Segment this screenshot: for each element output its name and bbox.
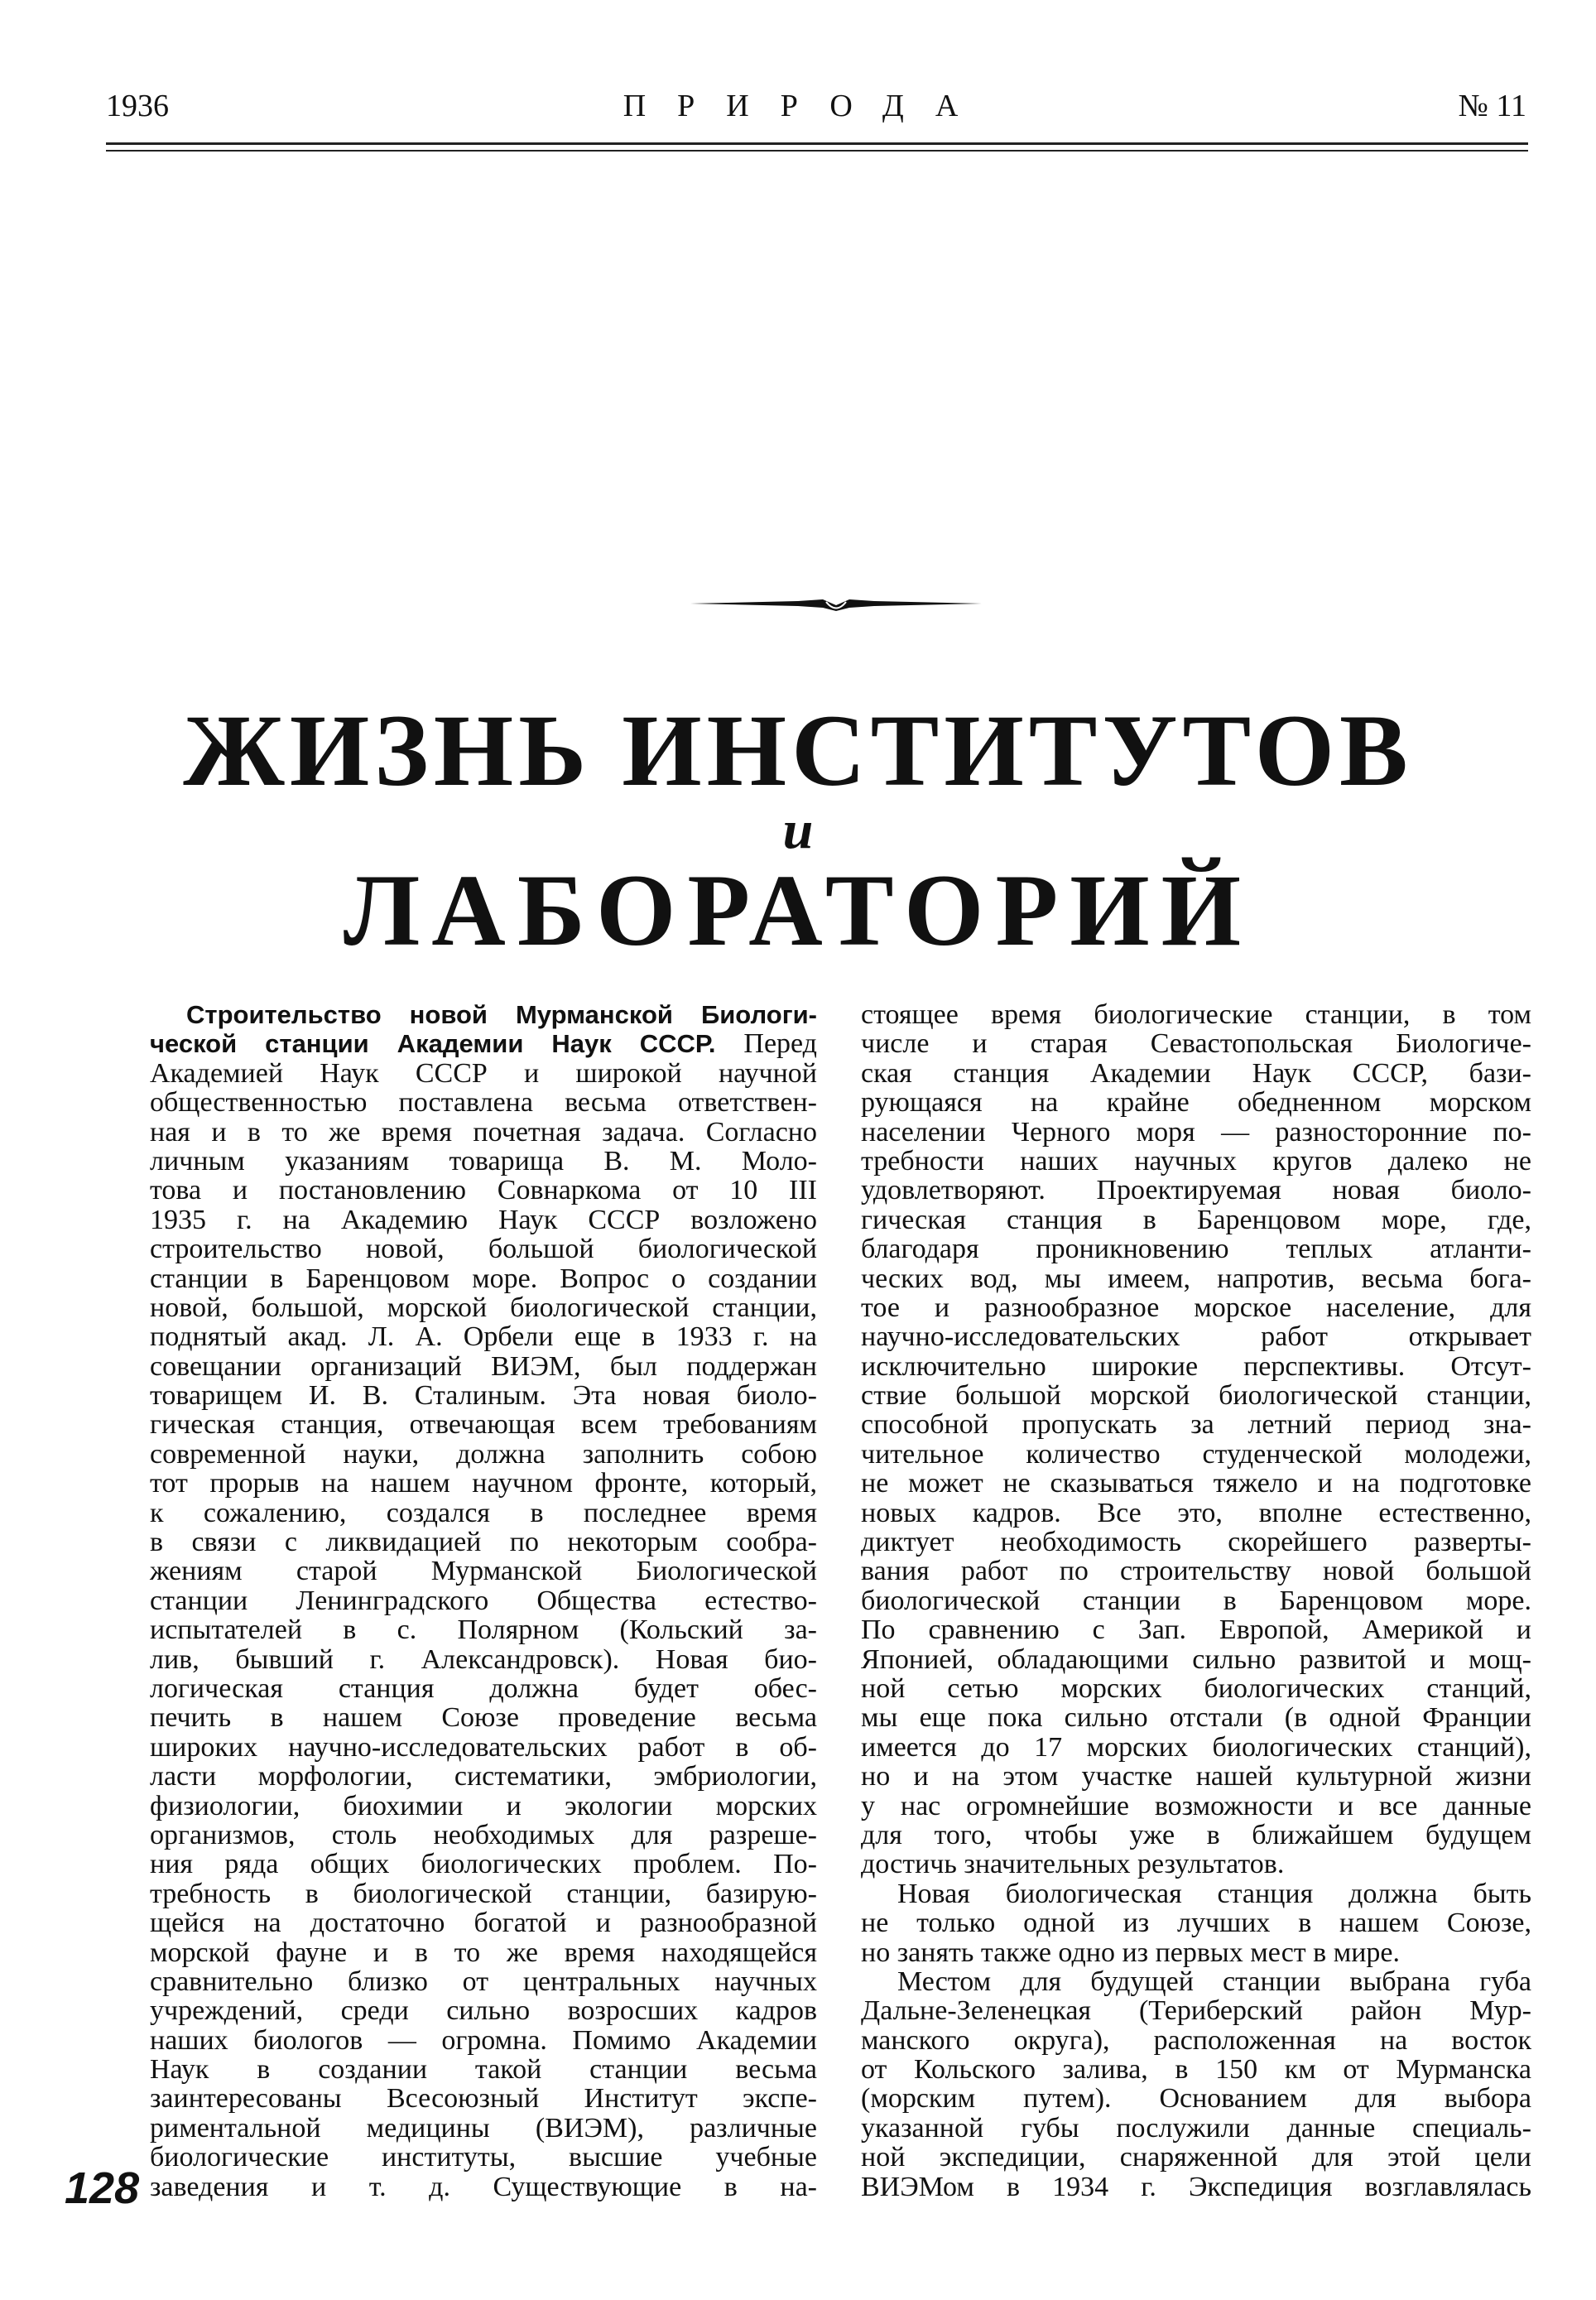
text-line [150, 1879, 817, 1908]
body-text: исключительно широкие перспективы. Отсут- [861, 1350, 1531, 1382]
body-text: имеется до 17 морских биологических станций), [861, 1731, 1531, 1763]
body-text: гическая станция в Баренцовом море, где, [861, 1204, 1531, 1235]
body-text: риментальной медицины (ВИЭМ), различные [150, 2112, 817, 2144]
text-line [150, 1029, 817, 1058]
body-text: испытателей в с. Полярном (Кольский за- [150, 1614, 817, 1646]
text-line [861, 1908, 1531, 1937]
text-line [861, 1645, 1531, 1674]
header-journal-title: ПРИРОДА [623, 89, 990, 123]
text-line [861, 1147, 1531, 1176]
body-text: новых кадров. Все это, вполне естественно, [861, 1497, 1531, 1528]
text-line [861, 1499, 1531, 1528]
body-text: не может не сказываться тяжело и на подготовке [861, 1468, 1531, 1499]
body-text: благодаря проникновению теплых атланти- [861, 1234, 1531, 1265]
text-line [150, 1528, 817, 1557]
text-line [150, 1499, 817, 1528]
body-text: заведения и т. д. Существующие в на- [150, 2171, 817, 2202]
body-text: наших биологов — огромна. Помимо Академии [150, 2024, 817, 2056]
text-line [861, 1469, 1531, 1498]
text-line [861, 1118, 1531, 1147]
body-text: 1935 г. на Академию Наук СССР возложено [150, 1204, 817, 1235]
body-text: ная и в то же время почетная задача. Согласно [150, 1116, 817, 1148]
text-line [861, 2084, 1531, 2113]
body-text: биологической станции в Баренцовом море. [861, 1585, 1531, 1616]
body-text: рующаяся на крайне обедненном морском [861, 1087, 1531, 1119]
text-line [150, 2172, 817, 2201]
text-line [150, 1557, 817, 1585]
body-text: Перед [715, 1028, 817, 1060]
text-line [861, 2172, 1531, 2201]
text-line [150, 1410, 817, 1439]
body-text: ствие большой морской биологической станции, [861, 1380, 1531, 1412]
body-text: биологические институты, высшие учебные [150, 2142, 817, 2173]
body-text: ВИЭМом в 1934 г. Экспедиция возглавлялась [861, 2171, 1531, 2202]
text-line [150, 1996, 817, 2025]
body-text: широких научно-исследовательских работ в об- [150, 1731, 817, 1763]
body-text: станции Ленинградского Общества естество- [150, 1585, 817, 1616]
text-line [150, 1821, 817, 1850]
text-line [150, 1733, 817, 1762]
body-text: Наук в создании такой станции весьма [150, 2054, 817, 2086]
section-title-line2: ЛАБОРАТОРИЙ [343, 854, 1253, 967]
body-text: строительство новой, большой биологической [150, 1234, 817, 1265]
body-text: мы еще пока сильно отстали (в одной Франции [861, 1702, 1531, 1734]
body-text: стоящее время биологические станции, в том [861, 999, 1531, 1030]
body-text: личным указаниям товарища В. М. Моло- [150, 1145, 817, 1176]
body-text: совещании организаций ВИЭМ, был поддержан [150, 1350, 817, 1382]
body-text: указанной губы послужили данные специаль- [861, 2112, 1531, 2144]
body-text: диктует необходимость скорейшего разверты- [861, 1527, 1531, 1558]
section-title-conjunction: и [782, 800, 814, 860]
text-line [150, 1000, 817, 1029]
body-text: населении Черного моря — разносторонние по- [861, 1116, 1531, 1148]
text-line [861, 1703, 1531, 1732]
text-line [861, 1352, 1531, 1381]
text-line [150, 1586, 817, 1615]
body-text: Академией Наук СССР и широкой научной [150, 1057, 817, 1089]
body-text: для того, чтобы уже в ближайшем будущем [861, 1819, 1531, 1850]
text-line [861, 1762, 1531, 1791]
body-text: сравнительно близко от центральных научных [150, 1966, 817, 1997]
header-rule-top [106, 142, 1528, 145]
text-line [150, 1205, 817, 1234]
body-text: Новая биологическая станция должна быть [897, 1878, 1531, 1909]
body-text: поднятый акад. Л. А. Орбели еще в 1933 г. на [150, 1321, 817, 1353]
text-line [861, 2026, 1531, 2055]
text-line [150, 2084, 817, 2113]
text-line [861, 1000, 1531, 1029]
text-line [150, 1938, 817, 1967]
body-text: современной науки, должна заполнить собою [150, 1438, 817, 1470]
text-line [861, 1557, 1531, 1585]
body-text: организмов, столь необходимых для разреше- [150, 1819, 817, 1850]
body-text: тое и разнообразное морское население, для [861, 1292, 1531, 1323]
text-line [861, 1586, 1531, 1615]
body-text: но и на этом участке нашей культурной жизни [861, 1761, 1531, 1792]
body-text: ская станция Академии Наук СССР, бази- [861, 1057, 1531, 1089]
text-line [150, 1381, 817, 1410]
text-line [861, 1792, 1531, 1821]
body-text: но занять также одно из первых мест в мире. [861, 1937, 1401, 1968]
body-text: ной экспедиции, снаряженной для этой цели [861, 2142, 1531, 2173]
body-text: манского округа), расположенная на восток [861, 2024, 1531, 2056]
body-text: физиологии, биохимии и экологии морских [150, 1790, 817, 1821]
text-line [861, 1205, 1531, 1234]
body-text: вания работ по строительству новой большой [861, 1556, 1531, 1587]
text-line [150, 2055, 817, 2084]
text-line [861, 1029, 1531, 1058]
text-line [861, 1733, 1531, 1762]
body-text: тот прорыв на нашем научном фронте, который, [150, 1468, 817, 1499]
text-line [861, 1528, 1531, 1557]
text-line [861, 1410, 1531, 1439]
body-text: у нас огромнейшие возможности и все данные [861, 1790, 1531, 1821]
text-line [150, 2143, 817, 2172]
body-text: от Кольского залива, в 150 км от Мурманска [861, 2054, 1531, 2086]
text-line [861, 1615, 1531, 1644]
text-line [861, 1088, 1531, 1117]
body-text: не только одной из лучших в нашем Союзе, [861, 1908, 1531, 1939]
text-line [861, 1176, 1531, 1205]
header-issue-number: № 11 [1458, 89, 1526, 123]
body-text: требность в биологической станции, базирую- [150, 1878, 817, 1909]
body-text: чительное количество студенческой молодежи, [861, 1438, 1531, 1470]
text-line [150, 1118, 817, 1147]
body-text: ной сетью морских биологических станций, [861, 1672, 1531, 1704]
text-line [861, 1440, 1531, 1469]
body-text: жениям старой Мурманской Биологической [150, 1556, 817, 1587]
text-line [861, 1264, 1531, 1293]
body-text: По сравнению с Зап. Европой, Америкой и [861, 1614, 1531, 1646]
text-line [861, 1293, 1531, 1322]
text-line [150, 1088, 817, 1117]
text-line [150, 1850, 817, 1879]
body-text: гическая станция, отвечающая всем требованиям [150, 1409, 817, 1441]
text-line [150, 1176, 817, 1205]
body-text: Японией, обладающими сильно развитой и мощ- [861, 1643, 1531, 1675]
text-line [861, 1996, 1531, 2025]
body-text: товарищем И. В. Сталиным. Эта новая биоло- [150, 1380, 817, 1412]
section-title-line1: ЖИЗНЬ ИНСТИТУТОВ [183, 694, 1413, 807]
body-text: в связи с ликвидацией по некоторым сообра- [150, 1527, 817, 1558]
body-text: Дальне-Зеленецкая (Териберский район Мур- [861, 1995, 1531, 2027]
body-text: научно-исследовательских работ открывает [861, 1321, 1531, 1353]
body-text: (морским путем). Основанием для выбора [861, 2083, 1531, 2115]
article-column-left [150, 1000, 817, 2201]
body-text: способной пропускать за летний период зна- [861, 1409, 1531, 1441]
text-line [861, 2143, 1531, 2172]
body-text: ния ряда общих биологических проблем. По- [150, 1849, 817, 1880]
text-line [861, 1674, 1531, 1703]
text-line [861, 1381, 1531, 1410]
text-line [150, 1147, 817, 1176]
header-year: 1936 [106, 89, 169, 123]
text-line [861, 1059, 1531, 1088]
text-line [861, 1821, 1531, 1850]
text-line [861, 2114, 1531, 2143]
body-text: това и постановлению Совнаркома от 10 III [150, 1175, 817, 1206]
body-text: щейся на достаточно богатой и разнообразной [150, 1908, 817, 1939]
text-line [150, 1645, 817, 1674]
text-line [861, 1938, 1531, 1967]
text-line [150, 1703, 817, 1732]
body-text: достичь значительных результатов. [861, 1849, 1285, 1880]
body-text: учреждений, среди сильно возросших кадров [150, 1995, 817, 2027]
body-text: лив, бывший г. Александровск). Новая био- [150, 1643, 817, 1675]
text-line [861, 1234, 1531, 1263]
text-line [150, 1234, 817, 1263]
text-line [150, 1059, 817, 1088]
text-line [150, 1293, 817, 1322]
text-line [150, 1762, 817, 1791]
text-line [150, 1792, 817, 1821]
body-text: ласти морфологии, систематики, эмбриологии, [150, 1761, 817, 1792]
body-text: станции в Баренцовом море. Вопрос о создании [150, 1263, 817, 1294]
text-line [150, 1615, 817, 1644]
text-line [861, 1850, 1531, 1879]
page-number: 128 [65, 2163, 140, 2213]
text-line [861, 1322, 1531, 1351]
body-text: логическая станция должна будет обес- [150, 1672, 817, 1704]
text-line [150, 2114, 817, 2143]
body-text: заинтересованы Всесоюзный Институт экспе- [150, 2083, 817, 2115]
body-text: Местом для будущей станции выбрана губа [897, 1966, 1531, 1997]
text-line [861, 1879, 1531, 1908]
body-text: удовлетворяют. Проектируемая новая биоло- [861, 1175, 1531, 1206]
text-line [150, 1674, 817, 1703]
body-text: ческих вод, мы имеем, напротив, весьма бога- [861, 1263, 1531, 1294]
text-line [150, 1469, 817, 1498]
text-line [150, 2026, 817, 2055]
body-text: требности наших научных кругов далеко не [861, 1145, 1531, 1176]
ornament-divider-icon [690, 589, 982, 618]
article-heading-text: ческой станции Академии Наук СССР. [150, 1029, 716, 1059]
body-text: к сожалению, создался в последнее время [150, 1497, 817, 1528]
body-text: новой, большой, морской биологической станции, [150, 1292, 817, 1323]
text-line [861, 2055, 1531, 2084]
text-line [150, 1967, 817, 1996]
body-text: печить в нашем Союзе проведение весьма [150, 1702, 817, 1734]
header-rule-bottom [106, 150, 1528, 152]
article-column-right [861, 1000, 1531, 2201]
text-line [150, 1264, 817, 1293]
text-line [150, 1322, 817, 1351]
text-line [150, 1440, 817, 1469]
body-text: числе и старая Севастопольская Биологиче- [861, 1028, 1531, 1060]
body-text: морской фауне и в то же время находящейся [150, 1937, 817, 1968]
text-line [861, 1967, 1531, 1996]
body-text: общественностью поставлена весьма ответствен- [150, 1087, 817, 1119]
article-heading-text: Строительство новой Мурманской Биологи- [186, 1000, 817, 1029]
text-line [150, 1908, 817, 1937]
text-line [150, 1352, 817, 1381]
